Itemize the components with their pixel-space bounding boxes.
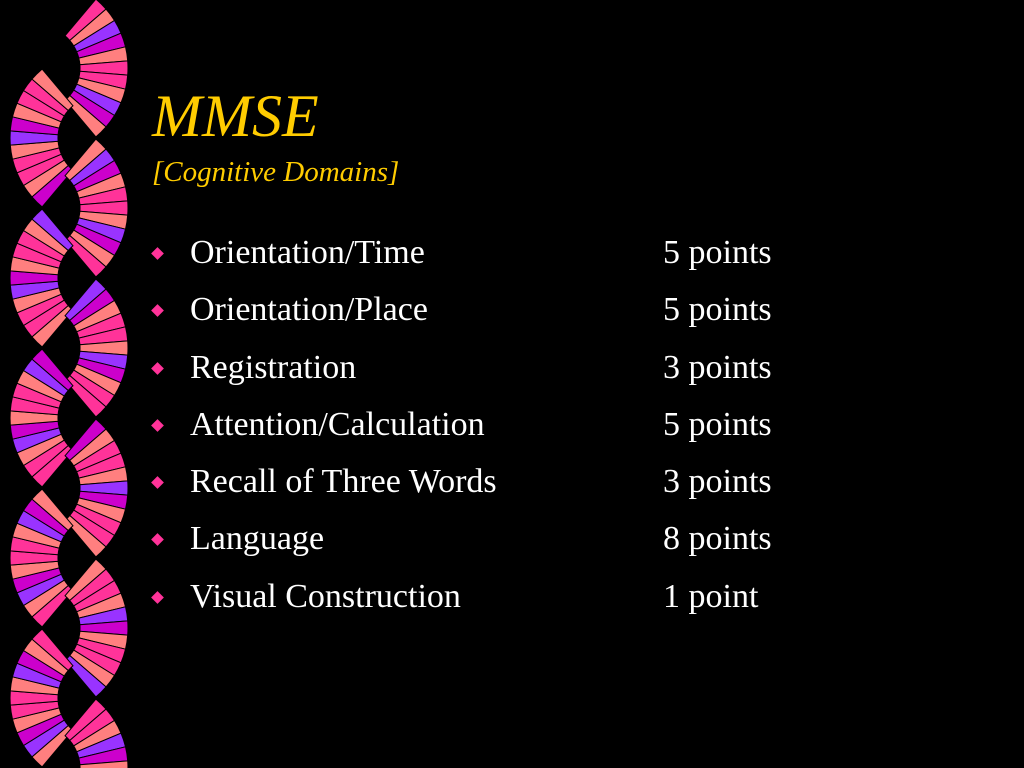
fan-segment [65, 0, 128, 137]
slide-subtitle: [Cognitive Domains] [152, 156, 400, 188]
domain-label: Language [190, 520, 325, 558]
domain-label: Registration [190, 348, 357, 386]
list-item [0, 459, 1024, 516]
fan-segment [10, 69, 73, 207]
list-item [0, 287, 1024, 344]
list-item [0, 345, 1024, 402]
fan-segment [65, 699, 128, 768]
diamond-bullet-icon [151, 591, 164, 604]
domain-label: Orientation/Time [190, 234, 425, 271]
domain-points: 3 points [663, 348, 772, 386]
domain-points: 8 points [663, 520, 772, 558]
domain-label: Orientation/Place [190, 291, 428, 329]
diamond-bullet-icon [151, 534, 164, 547]
fan-segment [10, 629, 73, 767]
domain-points: 5 points [663, 291, 772, 329]
diamond-bullet-icon [151, 476, 164, 489]
domain-points: 3 points [663, 463, 772, 501]
domain-list [0, 230, 1024, 631]
list-item [0, 230, 1024, 287]
domain-label: Recall of Three Words [190, 463, 497, 501]
domain-label: Visual Construction [190, 577, 461, 615]
diamond-bullet-icon [151, 247, 164, 260]
list-item [0, 574, 1024, 631]
diamond-bullet-icon [151, 304, 164, 317]
domain-points: 5 points [663, 234, 772, 271]
domain-points: 5 points [663, 405, 772, 443]
domain-label: Attention/Calculation [190, 405, 485, 443]
diamond-bullet-icon [151, 419, 164, 432]
list-item [0, 516, 1024, 573]
diamond-bullet-icon [151, 362, 164, 375]
slide-title: MMSE [152, 83, 319, 149]
list-item [0, 402, 1024, 459]
domain-points: 1 point [663, 577, 759, 615]
